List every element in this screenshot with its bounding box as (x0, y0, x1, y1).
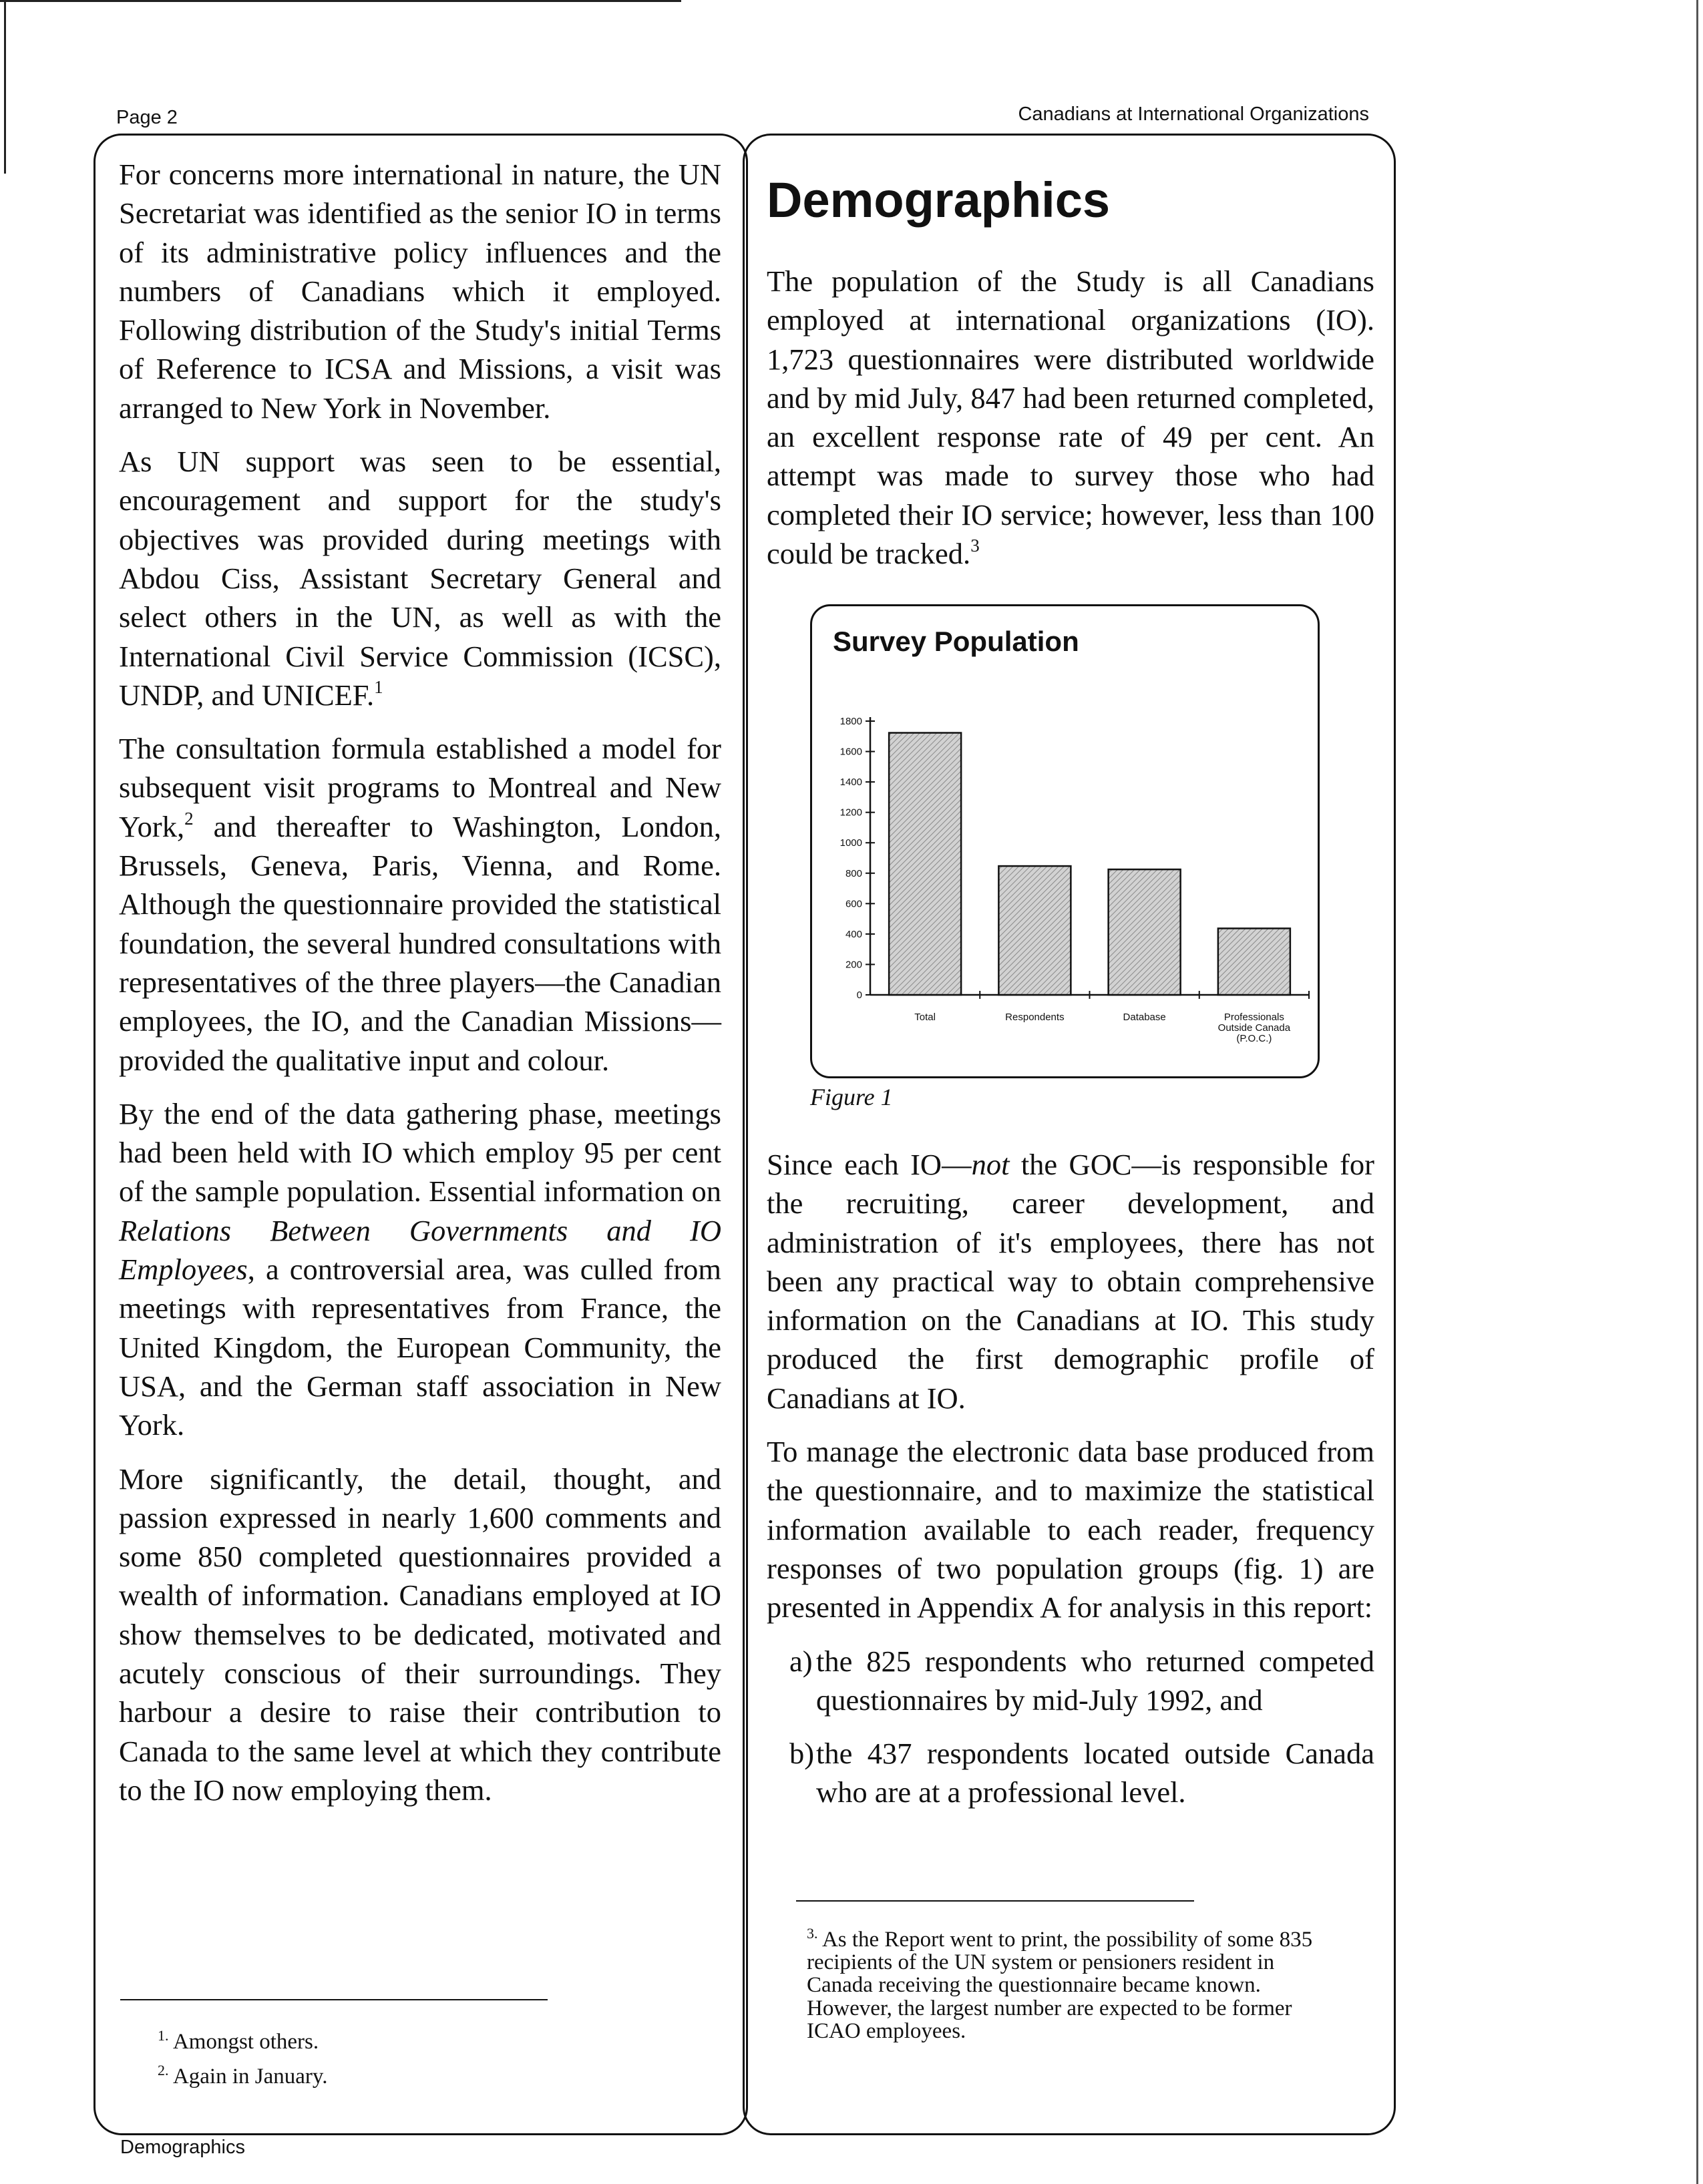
paragraph-data-gathering-text-b: , a controversial area, was culled from meetings with representatives from France, the United Kingdom, the European Community, the USA, and the German staff association in New York. (119, 1253, 721, 1442)
footnote-1-number: 1. (158, 2027, 169, 2044)
y-tick-label: 400 (845, 928, 862, 940)
footnote-divider-left (120, 1999, 548, 2000)
emphasis-relations-title: Relations Between Governments and IO Employees (119, 1213, 721, 1287)
y-tick-label: 1600 (839, 746, 862, 758)
bar-3 (1218, 928, 1290, 995)
paragraph-population (767, 262, 1374, 573)
scan-edge-right (1696, 0, 1698, 2184)
footnote-divider-right (796, 1900, 1194, 1902)
chart-title: Survey Population (833, 626, 1079, 657)
list-item-b (767, 1734, 1374, 1812)
bar-1 (998, 866, 1071, 995)
paragraph-comments: More significantly, the detail, thought, and passion expressed in nearly 1,600 comments and some 850 completed questionnaires provided a wealth of information. Canadians employed at IO show themselves to be dedicated, motivated and acutely conscious of their surroundings. They harbour a desire to raise their contribution to Canada to the same level at which they contribute to the IO now employing them. (119, 1462, 721, 1807)
x-tick-label: Respondents (1005, 1012, 1065, 1023)
x-tick-label: Outside Canada (1217, 1022, 1291, 1034)
x-tick-label: Total (914, 1012, 936, 1023)
list-item-a-text: the 825 respondents who returned competed questionnaires by mid-July 1992, and (816, 1644, 1374, 1717)
y-tick-label: 600 (845, 898, 862, 910)
paragraph-consultation-text-b: and thereafter to Washington, London, Brussels, Geneva, Paris, Vienna, and Rome. Although the questionnaire provided the statistical foundation, the several hundred consultations with representatives of the three players—the Canadian employees, the IO, and the Canadian Missions—provided the qualitative input and colour. (119, 809, 721, 1077)
bar-0 (889, 733, 961, 995)
paragraph-un-secretariat: For concerns more international in nature, the UN Secretariat was identified as the senior IO in terms of its administrative policy influences and the numbers of Canadians which it employed. Following distribution of the Study's initial Terms of Reference to ICSA and Missions, a visit was arranged to New York in November. (119, 158, 721, 425)
paragraph-data-gathering (119, 1094, 721, 1445)
emphasis-not: not (971, 1148, 1010, 1181)
footnote-ref-2: 2 (184, 808, 194, 829)
paragraph-population-text: The population of the Study is all Canadians employed at international organizations (IO). 1,723 questionnaires were distributed worldwide and by mid July, 847 had been returned completed, an excellent response rate of 49 per cent. An attempt was made to survey those who had completed their IO service; however, less than 100 could be tracked. (767, 264, 1374, 571)
left-column (119, 155, 721, 1824)
page-number-label: Page 2 (116, 107, 178, 128)
paragraph-un-support-text: As UN support was seen to be essential, encouragement and support for the study's objectives was provided during meetings with Abdou Ciss, Assistant Secretary General and select others in the UN, as well as with the International Civil Service Commission (ICSC), UNDP, and UNICEF. (119, 445, 721, 712)
paragraph-consultation-text-a: The consultation formula established a model for subsequent visit programs to Montreal and New York, (119, 732, 721, 843)
footnote-1-text: Amongst others. (172, 2030, 319, 2054)
y-tick-label: 1800 (839, 716, 862, 727)
paragraph-responsibility-text-b: the GOC—is responsible for the recruiting, career development, and administration of it's employees, there has not been any practical way to obtain comprehensive information on the Canadians at IO. This study produced the first demographic profile of Canadians at IO. (767, 1148, 1375, 1415)
list-item-a-marker: a) (789, 1644, 813, 1678)
paragraph-un-support (119, 442, 721, 714)
list-item-b-marker: b) (789, 1737, 815, 1771)
chart-x-labels (914, 991, 1309, 1044)
footnote-2 (158, 2059, 328, 2094)
y-tick-label: 1000 (839, 837, 862, 849)
footnote-ref-1: 1 (374, 677, 383, 698)
paragraph-database: To manage the electronic data base produced from the questionnaire, and to maximize the statistical information available to each reader, frequency responses of two population groups (fig. 1) are presented in Appendix A for analysis in this report: (767, 1435, 1374, 1624)
x-tick-label: Professionals (1223, 1012, 1284, 1023)
right-column (767, 155, 1374, 588)
footnotes-left (158, 2024, 328, 2094)
paragraph-responsibility-text-a: Since each IO— (767, 1148, 972, 1181)
footnote-1 (158, 2024, 328, 2059)
survey-population-chart (810, 604, 1320, 1078)
scan-edge-left (4, 0, 6, 174)
footnote-3 (807, 1925, 1334, 2043)
y-tick-label: 200 (845, 959, 862, 971)
figure-caption: Figure 1 (810, 1084, 893, 1110)
chart-bars (889, 733, 1290, 995)
paragraph-data-gathering-text-a: By the end of the data gathering phase, meetings had been held with IO which employ 95 per cent of the sample population. Essential information on (119, 1096, 721, 1209)
footnote-2-text: Again in January. (172, 2064, 328, 2089)
y-tick-label: 1200 (839, 807, 862, 819)
footnote-ref-3: 3 (970, 535, 980, 556)
footnote-2-number: 2. (158, 2062, 169, 2079)
footer-section-label: Demographics (120, 2137, 245, 2158)
right-column-lower (767, 1145, 1374, 1827)
scan-edge-top (0, 0, 681, 2)
footnote-3-text: As the Report went to print, the possibility of some 835 recipients of the UN system or pensioners resident in Canada receiving the questionnaire became known. However, the largest number are expected to be former ICAO employees. (807, 1928, 1313, 2043)
x-tick-label: (P.O.C.) (1236, 1033, 1272, 1044)
footnote-3-number: 3. (807, 1925, 818, 1942)
list-item-a (767, 1642, 1374, 1720)
x-tick-label: Database (1123, 1012, 1166, 1023)
y-tick-label: 0 (856, 990, 862, 1001)
y-tick-label: 1400 (839, 777, 862, 789)
list-item-b-text: the 437 respondents located outside Canada who are at a professional level. (816, 1737, 1374, 1809)
paragraph-consultation-formula (119, 729, 721, 1080)
bar-2 (1109, 869, 1181, 995)
running-title: Canadians at International Organizations (1018, 103, 1369, 125)
y-tick-label: 800 (845, 867, 862, 879)
section-title: Demographics (767, 172, 1111, 228)
paragraph-responsibility (767, 1145, 1374, 1417)
